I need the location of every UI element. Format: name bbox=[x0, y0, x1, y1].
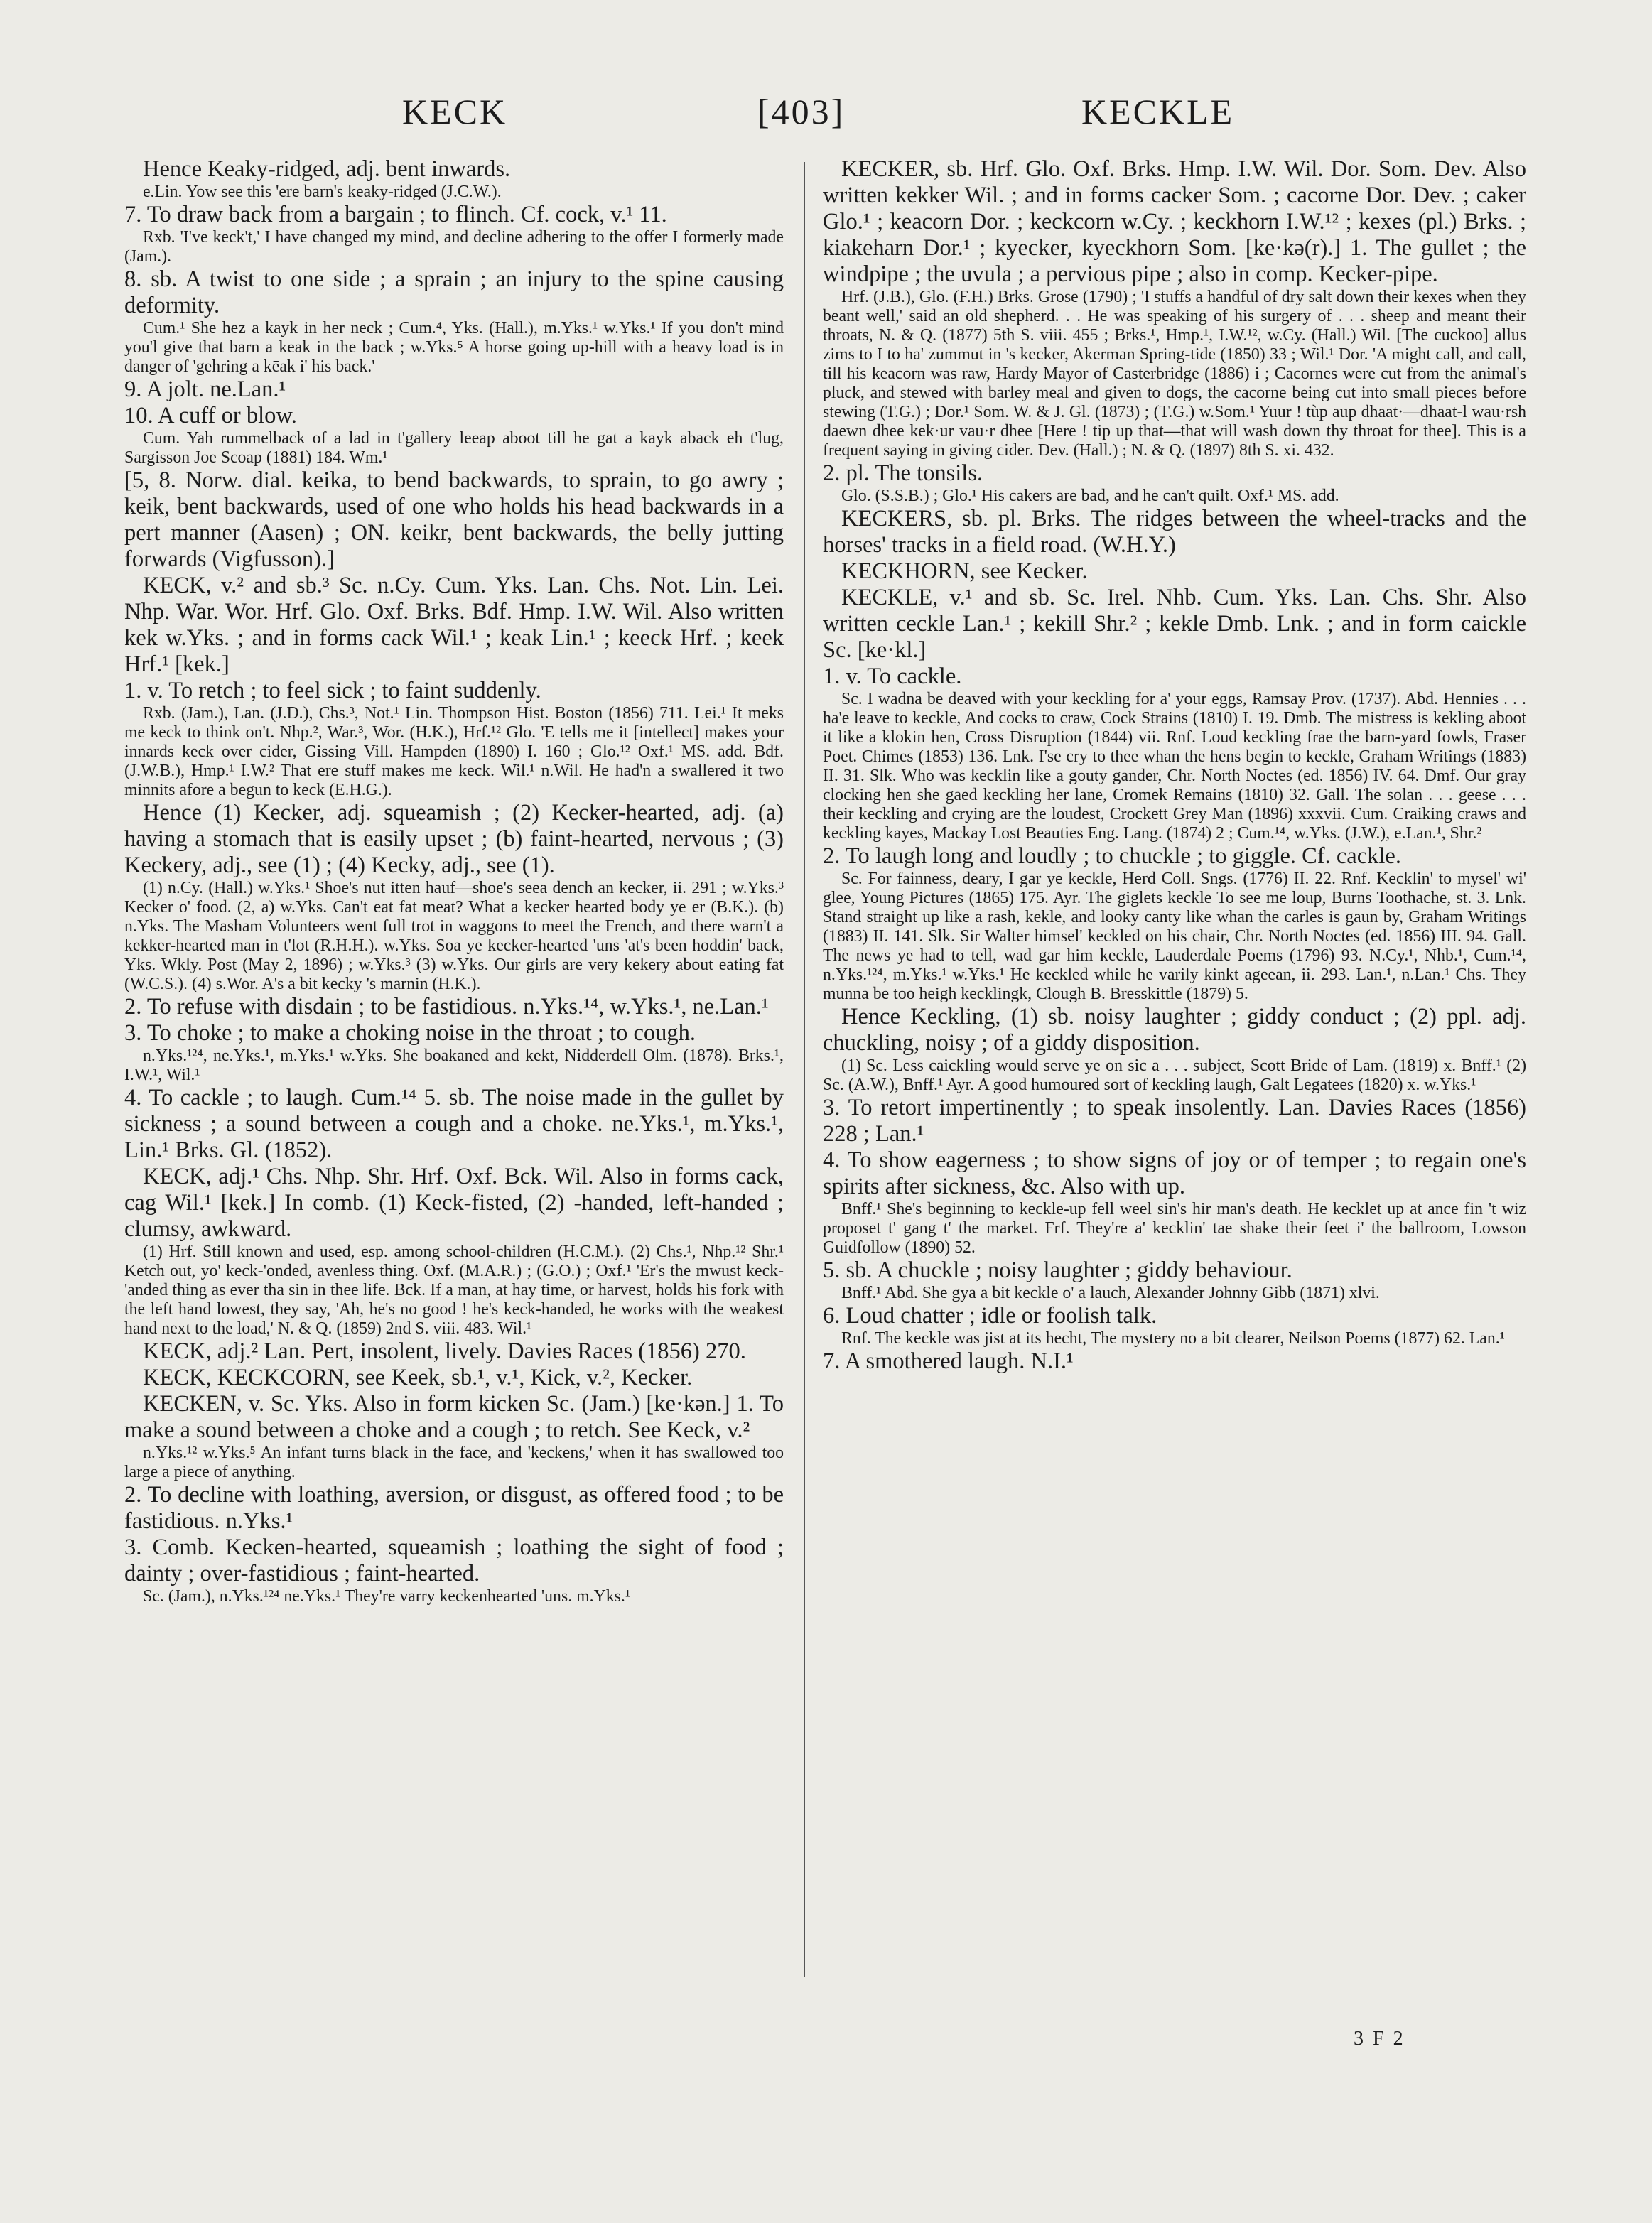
entry-paragraph: 8. sb. A twist to one side ; a sprain ; an injury to the spine causing deformity. bbox=[124, 266, 784, 318]
entry-paragraph: 7. To draw back from a bargain ; to flinch. Cf. cock, v.¹ 11. bbox=[124, 202, 667, 227]
entry-paragraph: 5. sb. A chuckle ; noisy laughter ; giddy behaviour. bbox=[823, 1257, 1292, 1283]
citation-paragraph: Cum. Yah rummelback of a lad in t'gallery leeap aboot till he gat a kayk aback eh t'lug, Sargisson Joe Scoap (1881) 184. Wm.¹ bbox=[124, 429, 784, 467]
entry-paragraph: 2. To refuse with disdain ; to be fastidious. n.Yks.¹⁴, w.Yks.¹, ne.Lan.¹ bbox=[124, 994, 769, 1019]
citation-paragraph: Rxb. 'I've keck't,' I have changed my mind, and decline adhering to the offer I formerly made (Jam.). bbox=[124, 228, 784, 266]
entry-paragraph: KECKERS, sb. pl. Brks. The ridges between the wheel-tracks and the horses' tracks in a field road. (W.H.Y.) bbox=[823, 506, 1526, 558]
entry-paragraph: 4. To show eagerness ; to show signs of joy or of temper ; to regain one's spirits after sickness, &c. Also with up. bbox=[823, 1147, 1526, 1199]
citation-paragraph: (1) Hrf. Still known and used, esp. among school-children (H.C.M.). (2) Chs.¹, Nhp.¹² Shr.¹ Ketch out, yo' keck-'onded, avenless thing. Oxf. (M.A.R.) ; (G.O.) ; Oxf.¹ 'Er's the mwust keck-'anded thing as ever tha sin in thee life. Bck. If a man, at hay time, or harvest, holds his fork with the left hand lowest, they say, 'Ah, he's no good ! he's keck-handed, he works with the weakest hand next to the load,' N. & Q. (1859) 2nd S. viii. 483. Wil.¹ bbox=[124, 1243, 784, 1338]
citation-paragraph: Sc. I wadna be deaved with your keckling for a' your eggs, Ramsay Prov. (1737). Abd. Hennies . . . ha'e leave to keckle, And cocks to craw, Cock Strains (1810) I. 19. Dmb. The mistress is kekling aboot it like a klokin hen, Cross Disruption (1844) vii. Rnf. Loud keckling frae the barn-yard fowls, Fraser Poet. Chimes (1853) 136. Lnk. I'se cry to thee whan the hens begin to keckle, Graham Writings (1883) II. 31. Slk. Who was kecklin like a gouty gander, Chr. North Noctes (ed. 1856) IV. 64. Dmf. Our gray clocking hen she gaed keckling her lane, Cromek Remains (1810) 32. Gall. The solan . . . geese . . . their keckling and crying are the loudest, Crockett Grey Man (1896) xxxvii. Cum. Craiking craws and keckling kayes, Mackay Lost Beauties Eng. Lang. (1874) 2 ; Cum.¹⁴, w.Yks. (J.W.), e.Lan.¹, Shr.² bbox=[823, 690, 1526, 843]
entry-paragraph: 4. To cackle ; to laugh. Cum.¹⁴ 5. sb. The noise made in the gullet by sickness ; a sound between a cough and a choke. ne.Yks.¹, m.Yks.¹, Lin.¹ Brks. Gl. (1852). bbox=[124, 1085, 784, 1163]
entry-paragraph: 3. To retort impertinently ; to speak insolently. Lan. Davies Races (1856) 228 ; Lan.¹ bbox=[823, 1095, 1526, 1147]
citation-paragraph: Sc. (Jam.), n.Yks.¹²⁴ ne.Yks.¹ They're varry keckenhearted 'uns. m.Yks.¹ bbox=[143, 1587, 630, 1606]
entry-paragraph: KECKEN, v. Sc. Yks. Also in form kicken Sc. (Jam.) [ke·kən.] 1. To make a sound between a choke and a cough ; to retch. See Keck, v.² bbox=[124, 1391, 784, 1443]
entry-paragraph: 6. Loud chatter ; idle or foolish talk. bbox=[823, 1303, 1157, 1329]
entry-paragraph: KECKER, sb. Hrf. Glo. Oxf. Brks. Hmp. I.W. Wil. Dor. Som. Dev. Also written kekker Wil. ; and in forms cacker Som. ; cacorne Dor. Dev. ; caker Glo.¹ ; keacorn Dor. ; keckcorn w.Cy. ; keckhorn I.W.¹² ; kexes (pl.) Brks. ; kiakeharn Dor.¹ ; kyecker, kyeckhorn Som. [ke·kə(r).] 1. The gullet ; the windpipe ; the uvula ; a pervious pipe ; also in comp. Kecker-pipe. bbox=[823, 156, 1526, 287]
right-column bbox=[823, 156, 1526, 2146]
entry-paragraph: 9. A jolt. ne.Lan.¹ bbox=[124, 377, 286, 402]
citation-paragraph: (1) Sc. Less caickling would serve ye on sic a . . . subject, Scott Bride of Lam. (1819) x. Bnff.¹ (2) Sc. (A.W.), Bnff.¹ Ayr. A good humoured sort of keckling laugh, Galt Legatees (1820) x. w.Yks.¹ bbox=[823, 1056, 1526, 1094]
entry-paragraph: KECK, KECKCORN, see Keek, sb.¹, v.¹, Kick, v.², Kecker. bbox=[143, 1365, 693, 1390]
entry-paragraph: 7. A smothered laugh. N.I.¹ bbox=[823, 1348, 1074, 1374]
entry-paragraph: 1. v. To cackle. bbox=[823, 664, 962, 689]
entry-paragraph: KECKLE, v.¹ and sb. Sc. Irel. Nhb. Cum. Yks. Lan. Chs. Shr. Also written ceckle Lan.¹ ; kekill Shr.² ; kekle Dmb. Lnk. ; and in form caickle Sc. [ke·kl.] bbox=[823, 585, 1526, 663]
entry-paragraph: 1. v. To retch ; to feel sick ; to faint suddenly. bbox=[124, 678, 541, 703]
citation-paragraph: Bnff.¹ Abd. She gya a bit keckle o' a lauch, Alexander Johnny Gibb (1871) xlvi. bbox=[841, 1284, 1380, 1302]
citation-paragraph: Cum.¹ She hez a kayk in her neck ; Cum.⁴, Yks. (Hall.), m.Yks.¹ w.Yks.¹ If you don't mind you'l give that barn a keak in the back ; w.Yks.⁵ A horse going up-hill with a heavy load is in danger of 'gehring a kēak i' his back.' bbox=[124, 319, 784, 376]
column-divider bbox=[804, 162, 805, 1977]
entry-paragraph: Hence Keaky-ridged, adj. bent inwards. bbox=[143, 156, 511, 182]
entry-paragraph: KECK, adj.² Lan. Pert, insolent, lively. Davies Races (1856) 270. bbox=[143, 1338, 746, 1364]
entry-paragraph: 3. Comb. Kecken-hearted, squeamish ; loathing the sight of food ; dainty ; over-fastidious ; faint-hearted. bbox=[124, 1535, 784, 1586]
entry-paragraph: KECK, v.² and sb.³ Sc. n.Cy. Cum. Yks. Lan. Chs. Not. Lin. Lei. Nhp. War. Wor. Hrf. Glo. Oxf. Brks. Bdf. Hmp. I.W. Wil. Also written kek w.Yks. ; and in forms cack Wil.¹ ; keak Lin.¹ ; keeck Hrf. ; keek Hrf.¹ [kek.] bbox=[124, 573, 784, 677]
entry-paragraph: KECK, adj.¹ Chs. Nhp. Shr. Hrf. Oxf. Bck. Wil. Also in forms cack, cag Wil.¹ [kek.] In comb. (1) Keck-fisted, (2) -handed, left-handed ; clumsy, awkward. bbox=[124, 1164, 784, 1242]
citation-paragraph: Bnff.¹ She's beginning to keckle-up fell weel sin's hir man's death. He kecklet up at ance fin 't wiz proposet t' gang t' the market. Frf. They're a' kecklin' tae shake their feet i' the ballroom, Lowson Guidfollow (1890) 52. bbox=[823, 1200, 1526, 1257]
page-header bbox=[0, 91, 1652, 141]
citation-paragraph: n.Yks.¹²⁴, ne.Yks.¹, m.Yks.¹ w.Yks. She boakaned and kekt, Nidderdell Olm. (1878). Brks.¹, I.W.¹, Wil.¹ bbox=[124, 1046, 784, 1084]
entry-paragraph: [5, 8. Norw. dial. keika, to bend backwards, to sprain, to go awry ; keik, bent backwards, used of one who holds his head backwards in a pert manner (Aasen) ; ON. keikr, bent backwards, the belly jutting forwards (Vigfusson).] bbox=[124, 467, 784, 572]
entry-paragraph: Hence Keckling, (1) sb. noisy laughter ; giddy conduct ; (2) ppl. adj. chuckling, noisy ; of a giddy disposition. bbox=[823, 1004, 1526, 1056]
page-number: [403] bbox=[757, 92, 846, 131]
signature-mark: 3 F 2 bbox=[1354, 2028, 1405, 2050]
entry-paragraph: Hence (1) Kecker, adj. squeamish ; (2) Kecker-hearted, adj. (a) having a stomach that is easily upset ; (b) faint-hearted, nervous ; (3) Keckery, adj., see (1) ; (4) Kecky, adj., see (1). bbox=[124, 800, 784, 878]
left-column bbox=[124, 156, 784, 2146]
citation-paragraph: Hrf. (J.B.), Glo. (F.H.) Brks. Grose (1790) ; 'I stuffs a handful of dry salt down their kexes when they beant well,' said an old shepherd. . . He was speaking of his surgery of . . . sheep and meant their throats, N. & Q. (1877) 5th S. viii. 455 ; Brks.¹, Hmp.¹, I.W.¹², w.Cy. (Hall.) Wil. [The cuckoo] allus zims to I to ha' zummut in 's kecker, Akerman Spring-tide (1850) 33 ; Wil.¹ Dor. 'A might call, and call, till his keacorn was raw, Hardy Mayor of Casterbridge (1886) i ; Cacornes were cut from the animal's pluck, and stewed with barley meal and given to dogs, the cacorne being cut into small pieces before stewing (T.G.) ; Dor.¹ Som. W. & J. Gl. (1873) ; (T.G.) w.Som.¹ Yuur ! tùp aup dhaat·—dhaat-l wau·rsh daewn dhee kek·ur vau·r dhee [Here ! tip up that—that will wash down thy throat for thee]. This is a frequent saying in giving cider. Dev. (Hall.) ; N. & Q. (1897) 8th S. xi. 432. bbox=[823, 288, 1526, 460]
citation-paragraph: n.Yks.¹² w.Yks.⁵ An infant turns black in the face, and 'keckens,' when it has swallowed too large a piece of anything. bbox=[124, 1444, 784, 1481]
citation-paragraph: e.Lin. Yow see this 'ere barn's keaky-ridged (J.C.W.). bbox=[143, 183, 502, 201]
citation-paragraph: Sc. For fainness, deary, I gar ye keckle, Herd Coll. Sngs. (1776) II. 22. Rnf. Kecklin' to mysel' wi' glee, Young Pictures (1865) 175. Ayr. The giglets keckle To see me loup, Burns Toothache, st. 3. Lnk. Stand straight up like a rash, kekle, and looky canty like whan the carles is gaun by, Graham Writings (1883) II. 141. Slk. Sir Walter himsel' keckled on his chair, Chr. North Noctes (ed. 1856) III. 94. Gall. The news ye had to tell, wad gar him keckle, Lauderdale Poems (1796) 93. N.Cy.¹, Nhb.¹, Cum.¹⁴, n.Yks.¹²⁴, m.Yks.¹ w.Yks.¹ He keckled while he varily kinkt ageean, ii. 293. Lan.¹, n.Lan.¹ Chs. They munna be too heigh kecklingk, Clough B. Bresskittle (1879) 5. bbox=[823, 870, 1526, 1003]
citation-paragraph: (1) n.Cy. (Hall.) w.Yks.¹ Shoe's nut itten hauf—shoe's seea dench an kecker, ii. 291 ; w.Yks.³ Kecker o' food. (2, a) w.Yks. Can't eat fat meat? What a kecker hearted body ye er (B.K.). (b) n.Yks. The Masham Volunteers went full trot in waggons to meet the French, and there warn't a kekker-hearted man in t'lot (R.H.H.). w.Yks. Soa ye kecker-hearted 'uns 'at's been hoddin' back, Yks. Wkly. Post (May 2, 1896) ; w.Yks.³ (3) w.Yks. Our girls are very kekery about eating fat (W.C.S.). (4) s.Wor. A's a bit kecky 's marnin (H.K.). bbox=[124, 879, 784, 993]
entry-paragraph: 2. To decline with loathing, aversion, or disgust, as offered food ; to be fastidious. n.Yks.¹ bbox=[124, 1482, 784, 1534]
header-right-headword: KECKLE bbox=[1081, 92, 1235, 131]
entry-paragraph: 3. To choke ; to make a choking noise in the throat ; to cough. bbox=[124, 1020, 696, 1046]
citation-paragraph: Rnf. The keckle was jist at its hecht, The mystery no a bit clearer, Neilson Poems (1877) 62. Lan.¹ bbox=[841, 1329, 1505, 1348]
entry-paragraph: 2. To laugh long and loudly ; to chuckle ; to giggle. Cf. cackle. bbox=[823, 843, 1401, 869]
citation-paragraph: Glo. (S.S.B.) ; Glo.¹ His cakers are bad, and he can't quilt. Oxf.¹ MS. add. bbox=[841, 487, 1339, 505]
entry-paragraph: 2. pl. The tonsils. bbox=[823, 460, 983, 486]
citation-paragraph: Rxb. (Jam.), Lan. (J.D.), Chs.³, Not.¹ Lin. Thompson Hist. Boston (1856) 711. Lei.¹ It meks me keck to think on't. Nhp.², War.³, Wor. (H.K.), Hrf.¹² Glo. 'E tells me it [intellect] makes your innards keck over cider, Gissing Vill. Hampden (1890) I. 160 ; Glo.¹² Oxf.¹ MS. add. Bdf. (J.W.B.), Hmp.¹ I.W.² That ere stuff makes me keck. Wil.¹ n.Wil. He had'n a swallered it two minnits afore a begun to keck (E.H.G.). bbox=[124, 704, 784, 799]
entry-paragraph: 10. A cuff or blow. bbox=[124, 403, 297, 428]
header-left-headword: KECK bbox=[402, 92, 508, 131]
entry-paragraph: KECKHORN, see Kecker. bbox=[841, 558, 1088, 584]
